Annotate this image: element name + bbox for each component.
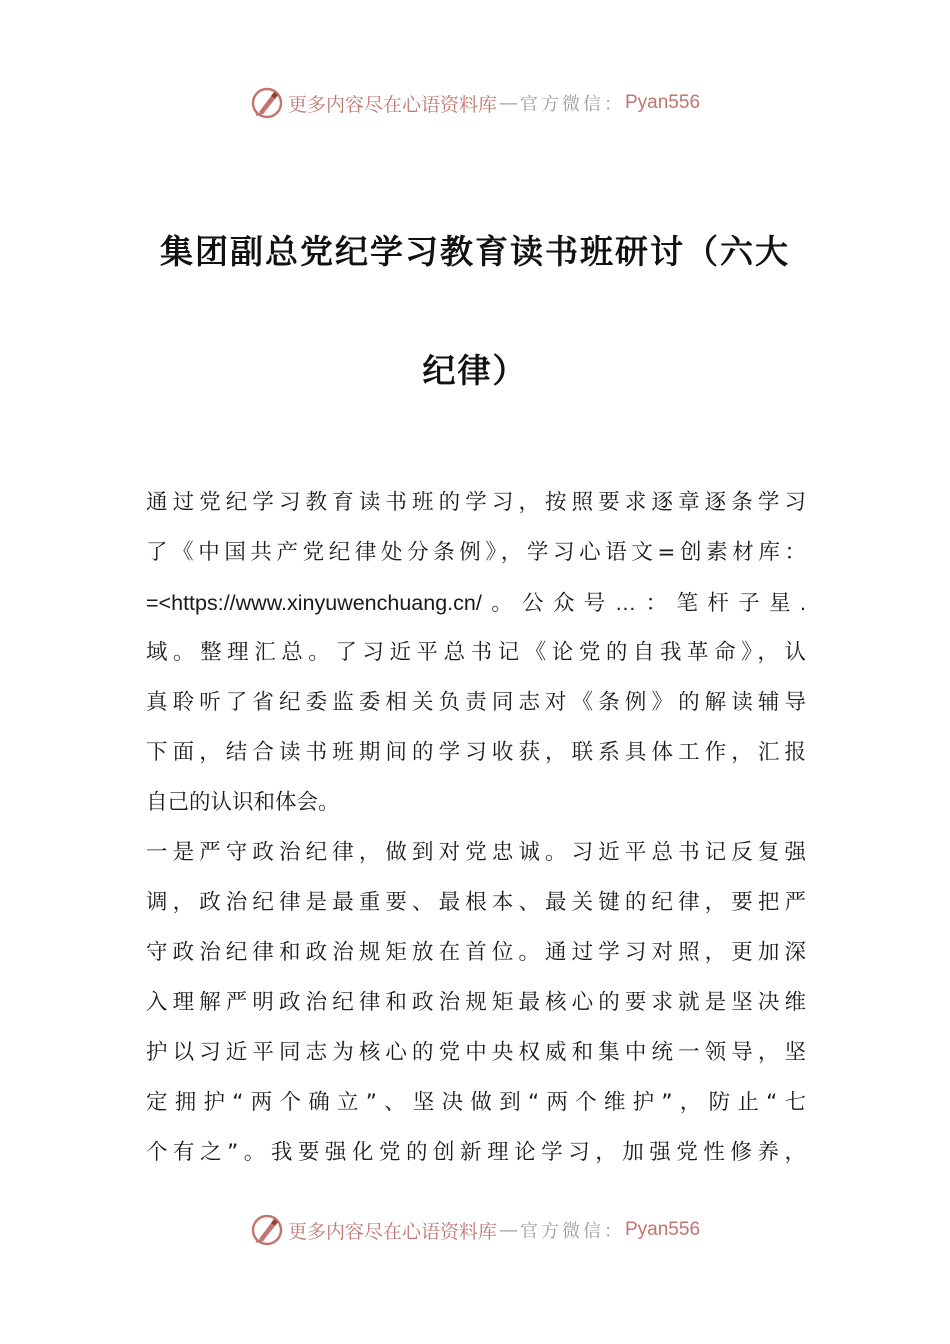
watermark-label: 官方微信： <box>520 94 625 115</box>
paragraph-2-line: 守政治纪律和政治规矩放在首位。通过学习对照，更加深 <box>146 940 806 965</box>
document-body <box>146 478 806 1178</box>
paragraph-1-line: 域。整理汇总。了习近平总书记《论党的自我革命》，认 <box>146 640 806 665</box>
watermark-brand: 更多内容尽在心语资料库 <box>287 93 497 116</box>
watermark-banner-top <box>0 83 950 123</box>
pen-logo-icon <box>250 86 284 120</box>
paragraph-2-line: 入理解严明政治纪律和政治规矩最核心的要求就是坚决维 <box>146 990 806 1015</box>
paragraph-1-line: 下面，结合读书班期间的学习收获，联系具体工作，汇报 <box>146 740 806 765</box>
watermark-separator: — <box>499 1219 518 1241</box>
paragraph-1-line: 通过党纪学习教育读书班的学习，按照要求逐章逐条学习 <box>146 490 806 515</box>
document-title-line-1: 集团副总党纪学习教育读书班研讨（六大 <box>160 232 790 271</box>
paragraph-1-line: 真聆听了省纪委监委相关负责同志对《条例》的解读辅导 <box>146 690 806 715</box>
pen-logo-icon <box>250 1213 284 1247</box>
watermark-banner-bottom <box>0 1210 950 1250</box>
paragraph-1-line: 自己的认识和体会。 <box>146 790 340 815</box>
paragraph-2-line: 定拥护“两个确立”、坚决做到“两个维护”，防止“七 <box>146 1090 806 1115</box>
watermark-label: 官方微信： <box>520 1221 625 1242</box>
paragraph-1-line: 了《中国共产党纪律处分条例》，学习心语文=创素材库： <box>146 540 806 565</box>
watermark-brand: 更多内容尽在心语资料库 <box>287 1220 497 1243</box>
paragraph-2-line: 个有之”。我要强化党的创新理论学习，加强党性修养， <box>146 1140 806 1165</box>
watermark-separator: — <box>499 92 518 114</box>
document-title-line-2: 纪律） <box>422 351 528 390</box>
paragraph-2-line: 护以习近平同志为核心的党中央权威和集中统一领导，坚 <box>146 1040 806 1065</box>
paragraph-1-line: =<https://www.xinyuwenchuang.cn/。公众号…：笔杆子星. <box>146 591 806 615</box>
watermark-handle: Pyan556 <box>625 92 701 113</box>
paragraph-2-line: 调，政治纪律是最重要、最根本、最关键的纪律，要把严 <box>146 890 806 915</box>
paragraph-2-line: 一是严守政治纪律，做到对党忠诚。习近平总书记反复强 <box>146 840 806 865</box>
watermark-handle: Pyan556 <box>625 1219 701 1240</box>
